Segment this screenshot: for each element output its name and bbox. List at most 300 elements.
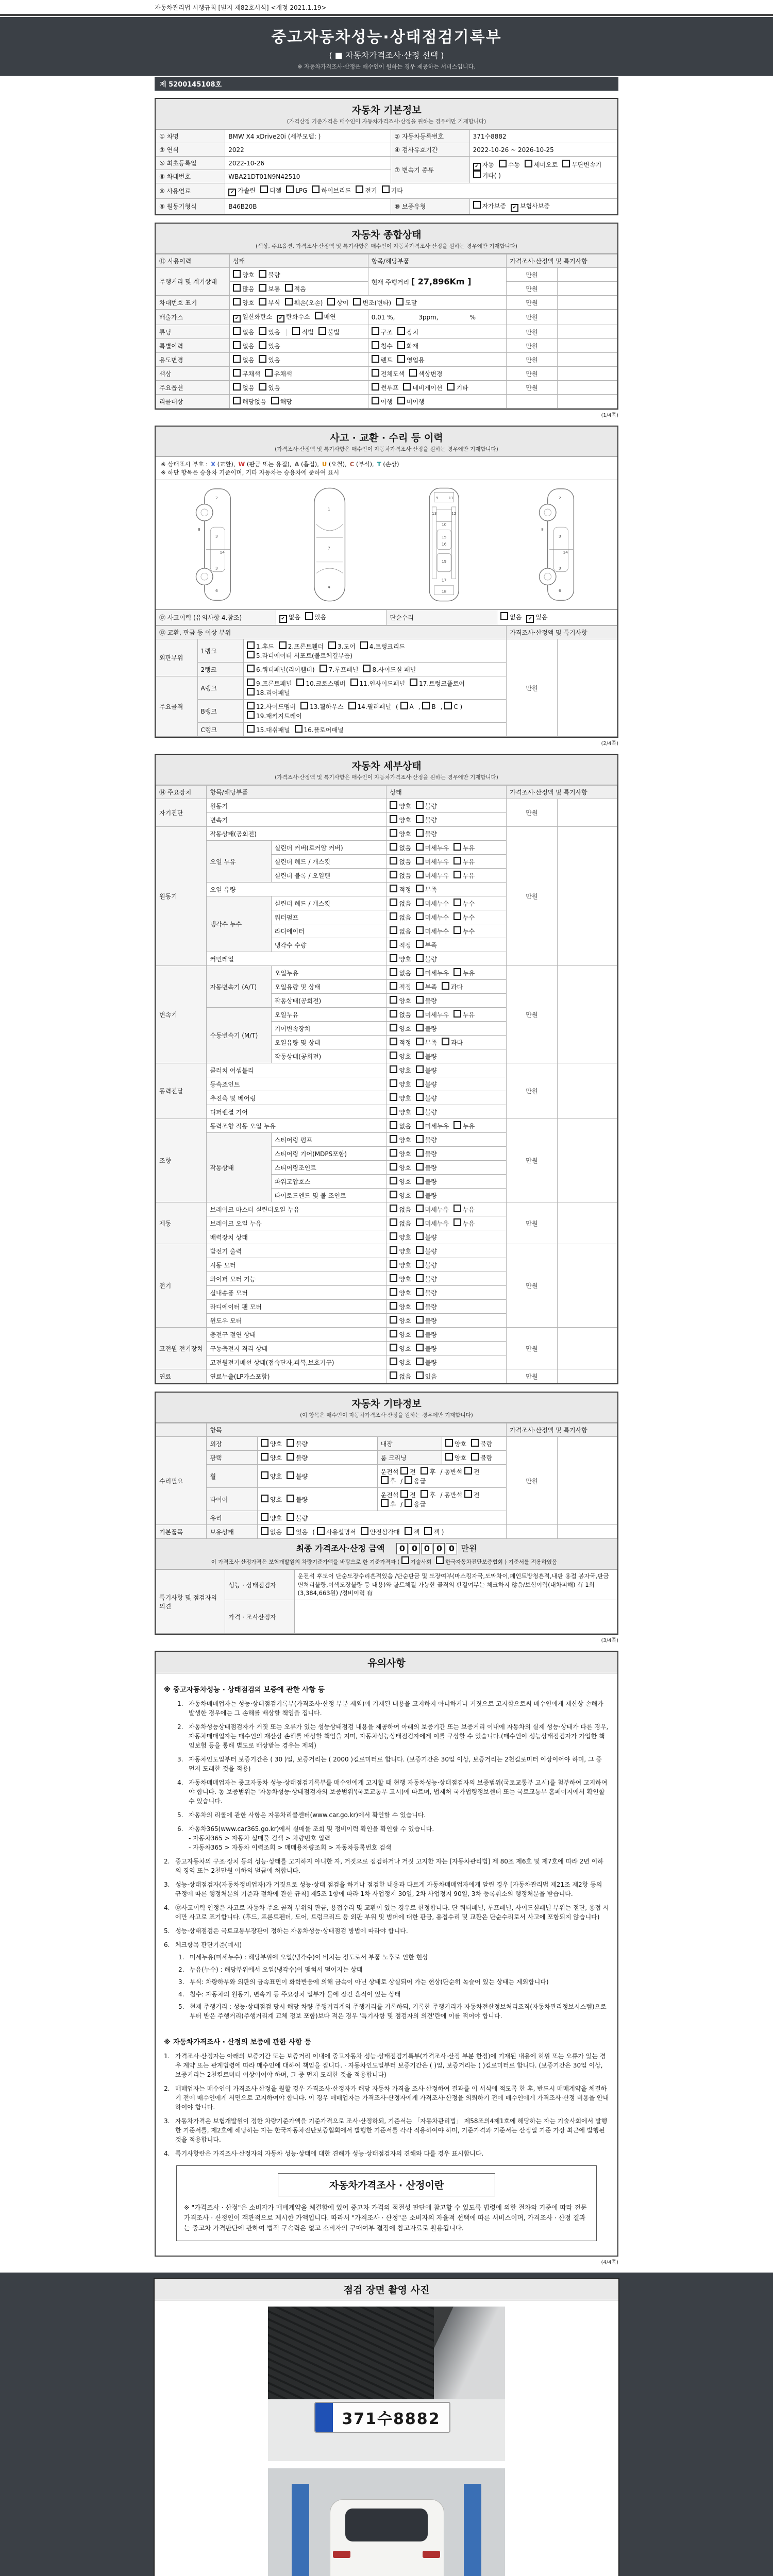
checkbox-한국자동차진단보증협회[interactable] (436, 1556, 444, 1564)
checkbox-불량[interactable] (416, 1191, 424, 1198)
checkbox-부식[interactable] (259, 298, 266, 306)
checkbox-불량[interactable] (416, 1288, 424, 1296)
plate-value: 371수8882 (469, 130, 617, 143)
checkbox-양호[interactable] (390, 1246, 397, 1254)
checkbox-불량[interactable] (287, 1495, 294, 1502)
checkbox-양호[interactable] (390, 1274, 397, 1282)
checkbox-양호[interactable] (390, 801, 397, 809)
checkbox-후[interactable] (381, 1499, 389, 1507)
checkbox-잭[interactable] (405, 1527, 412, 1535)
notice-title: 유의사항 (367, 1657, 406, 1669)
glass-label: 유리 (207, 1511, 257, 1525)
part-label: 스티어링 펌프 (271, 1133, 386, 1147)
checkbox-불량[interactable] (416, 1177, 424, 1184)
checkbox-없음[interactable] (390, 912, 397, 920)
checkbox-적음[interactable] (285, 284, 293, 292)
checkbox-부족[interactable] (416, 885, 424, 892)
checkbox-미세누유[interactable] (416, 1010, 424, 1018)
checkbox-있음[interactable] (259, 341, 266, 349)
checkbox-양호[interactable] (261, 1471, 268, 1479)
checkbox-후[interactable] (381, 1476, 389, 1484)
device-제동: 제동 (156, 1202, 207, 1244)
checkbox-불량[interactable] (416, 1024, 424, 1031)
checkbox-훼손(오손)[interactable] (285, 298, 293, 306)
repair-needed-label: 수리필요 (156, 1437, 207, 1525)
checkbox-부족[interactable] (416, 940, 424, 948)
option-이행: 이행 (372, 397, 393, 406)
checkbox-불량[interactable] (416, 1149, 424, 1157)
checkbox-해당없음[interactable] (233, 397, 241, 404)
option-양호: 양호 (445, 1453, 466, 1462)
checkbox-불량[interactable] (416, 1163, 424, 1171)
checkbox-있음[interactable]: ✔ (526, 615, 534, 623)
checkbox-양호[interactable] (390, 1330, 397, 1337)
part-label: 라디에이터 (271, 924, 386, 938)
checkbox-있음[interactable] (287, 1527, 294, 1535)
checkbox-세미오토[interactable] (525, 160, 532, 167)
device-원동기: 원동기 (156, 827, 207, 966)
checkbox-있음[interactable] (259, 327, 266, 335)
option-양호: 양호 (390, 996, 411, 1005)
checkbox-양호[interactable] (390, 1107, 397, 1115)
option-부족: 부족 (416, 885, 437, 894)
checkbox-자가보증[interactable] (473, 201, 481, 209)
checkbox-화재[interactable] (397, 341, 405, 349)
plate-number: 371수8882 (342, 2410, 441, 2429)
checkbox-없음[interactable] (390, 968, 397, 976)
checkbox-없음[interactable] (233, 355, 241, 363)
checkbox-없음[interactable]: ✔ (279, 615, 287, 623)
checkbox-장치[interactable] (397, 327, 405, 335)
checkbox-누수[interactable] (453, 899, 461, 906)
plate-label: ② 자동차등록번호 (391, 130, 469, 143)
checkbox-양호[interactable] (390, 954, 397, 962)
checkbox-있음[interactable] (305, 612, 313, 620)
checkbox-적정[interactable] (390, 982, 397, 990)
checkbox-누유[interactable] (453, 843, 461, 851)
checkbox-이행[interactable] (372, 397, 379, 404)
checkbox-C[interactable] (444, 702, 452, 709)
pricing-definition-box (176, 2165, 597, 2241)
checkbox-2.프론트휀더[interactable] (279, 641, 287, 649)
checkbox-누유[interactable] (453, 857, 461, 865)
checkbox-양호[interactable] (390, 1093, 397, 1101)
checkbox-적정[interactable] (390, 885, 397, 892)
checkbox-자동[interactable]: ✔ (473, 163, 481, 171)
checkbox-불량[interactable] (287, 1471, 294, 1479)
option-안전삼각대: 안전삼각대 (361, 1527, 400, 1536)
checkbox-잭[interactable] (424, 1527, 432, 1535)
checkbox-누수[interactable] (453, 912, 461, 920)
checkbox-양호[interactable] (390, 1191, 397, 1198)
checkbox-양호[interactable] (390, 1079, 397, 1087)
option-하이브리드: 하이브리드 (312, 185, 351, 195)
checkbox-일산화탄소[interactable]: ✔ (233, 315, 241, 323)
checkbox-양호[interactable] (390, 1163, 397, 1171)
checkbox-양호[interactable] (390, 1149, 397, 1157)
checkbox-불량[interactable] (416, 1232, 424, 1240)
appraiser-label: 가격 · 조사산정자 (225, 1600, 294, 1634)
checkbox-없음[interactable] (233, 327, 241, 335)
checkbox-양호[interactable] (233, 298, 241, 306)
col-state: 상태 (230, 255, 368, 268)
remark-cell (557, 1202, 617, 1244)
checkbox-불량[interactable] (416, 1260, 424, 1268)
checkbox-누유[interactable] (453, 1010, 461, 1018)
checkbox-불량[interactable] (416, 1107, 424, 1115)
checkbox-4.트렁크리드[interactable] (360, 641, 368, 649)
checkbox-있음[interactable] (259, 383, 266, 391)
checkbox-변조(변타)[interactable] (353, 298, 361, 306)
checkbox-디젤[interactable] (260, 185, 268, 193)
checkbox-양호[interactable] (390, 1288, 397, 1296)
state-options (386, 1049, 507, 1063)
checkbox-양호[interactable] (261, 1439, 268, 1447)
checkbox-불량[interactable] (416, 1246, 424, 1254)
checkbox-불량[interactable] (259, 270, 266, 278)
first-registration-label: ⑤ 최초등록일 (156, 157, 225, 170)
checkbox-불량[interactable] (416, 1093, 424, 1101)
option-불량: 불량 (287, 1439, 308, 1448)
state-options (386, 924, 507, 938)
glass-options (257, 1511, 506, 1525)
option-있음: 있음 (259, 327, 280, 336)
col-state: 상태 (386, 786, 507, 799)
checkbox-양호[interactable] (261, 1513, 268, 1521)
checkbox-누유[interactable] (453, 968, 461, 976)
checkbox-19.패키지트레이[interactable] (247, 711, 255, 719)
price-cell (507, 1525, 557, 1539)
checkbox-누유[interactable] (453, 1205, 461, 1212)
remark-cell (557, 799, 617, 827)
checkbox-없음[interactable] (390, 926, 397, 934)
checkbox-13.휠하우스[interactable] (300, 702, 308, 709)
remark-cell (557, 1063, 617, 1119)
checkbox-A[interactable] (400, 702, 408, 709)
checkbox-양호[interactable] (390, 1316, 397, 1324)
notice-subitem: 4. 침수: 자동차의 원동기, 변속기 등 주요장치 일부가 물에 잠긴 흔적이 있는 상태 (178, 1991, 401, 1998)
checkbox-불량[interactable] (287, 1513, 294, 1521)
checkbox-양호[interactable] (261, 1453, 268, 1461)
checkbox-불량[interactable] (416, 1344, 424, 1351)
checkbox-없음[interactable] (390, 1010, 397, 1018)
checkbox-양호[interactable] (390, 1024, 397, 1031)
checkbox-전기[interactable] (356, 185, 363, 193)
state-options (386, 1328, 507, 1342)
option-네비게이션: 네비게이션 (403, 383, 442, 392)
notice-item: 2. 매매업자는 매수인이 가격조사·산정을 원할 경우 가격조사·산정자가 해당 자동차 가격을 조사·산정하여 결과를 이 서식에 적도록 한 후, 반드시 매매계약을 체결하기 전에 매수인에게 서면으로 고지하여야 합니다. 이 경우 매매업자는 가격조사·산정자에게 가격조사·산정을 의뢰하기 전에 매수인에게 가격조사·산정 비용을 안내하여야 합니다. (164, 2085, 609, 2111)
checkbox-전[interactable] (400, 1467, 408, 1475)
remark-cell (557, 395, 617, 409)
checkbox-18.리어패널[interactable] (247, 688, 255, 696)
device-연료: 연료 (156, 1369, 207, 1383)
checkbox-기타[interactable] (447, 383, 455, 391)
mileage-amount-options (230, 282, 368, 296)
checkbox-16.플로어패널[interactable] (295, 725, 303, 733)
checkbox-기술사회[interactable] (401, 1556, 409, 1564)
checkbox-9.프론트패널[interactable] (247, 679, 255, 686)
checkbox-불량[interactable] (287, 1453, 294, 1461)
regulation-note: 자동차관리법 시행규칙 [별지 제82호서식] <개정 2021.1.19> (155, 4, 327, 11)
checkbox-적정[interactable] (390, 940, 397, 948)
checkbox-네비게이션[interactable] (403, 383, 411, 391)
checkbox-6.쿼터패널(리어휀더)[interactable] (247, 665, 255, 672)
checkbox-누유[interactable] (453, 1218, 461, 1226)
checkbox-무채색[interactable] (233, 369, 241, 377)
part-label: 오일누유 (271, 966, 386, 980)
checkbox-미세누수[interactable] (416, 912, 424, 920)
checkbox-불량[interactable] (416, 1135, 424, 1143)
checkbox-미세누유[interactable] (416, 1218, 424, 1226)
checkbox-미세누유[interactable] (416, 1121, 424, 1129)
price-digit: 0 (433, 1543, 445, 1554)
checkbox-불량[interactable] (416, 1302, 424, 1310)
option-미세누유: 미세누유 (416, 1205, 449, 1214)
checkbox-3.도어[interactable] (328, 641, 336, 649)
checkbox-8.사이드실 패널[interactable] (363, 665, 371, 672)
checkbox-미세누유[interactable] (416, 857, 424, 865)
checkbox-미이행[interactable] (397, 397, 405, 404)
checkbox-없음[interactable] (233, 341, 241, 349)
checkbox-누유[interactable] (453, 1121, 461, 1129)
checkbox-양호[interactable] (390, 1344, 397, 1351)
option-양호: 양호 (261, 1495, 282, 1504)
checkbox-적법[interactable] (292, 327, 300, 335)
checkbox-매연[interactable] (315, 312, 323, 319)
checkbox-부족[interactable] (416, 1038, 424, 1045)
legend-note: ※ 하단 항목은 승용차 기준이며, 기타 자동차는 승용차에 준하여 표시 (161, 469, 340, 476)
checkbox-불량[interactable] (416, 1079, 424, 1087)
checkbox-불량[interactable] (416, 1316, 424, 1324)
option-미세누유: 미세누유 (416, 871, 449, 880)
checkbox-탄화수소[interactable]: ✔ (277, 315, 284, 323)
checkbox-상이[interactable] (327, 298, 335, 306)
vin-mark-label: 차대번호 표기 (156, 296, 230, 310)
checkbox-양호[interactable] (445, 1439, 453, 1447)
option-불량: 불량 (416, 1065, 437, 1075)
checkbox-없음[interactable] (500, 612, 508, 620)
option-2.프론트휀더: 2.프론트휀더 (279, 641, 324, 651)
rank1-label: 1랭크 (197, 639, 244, 663)
price-cell: 만원 (507, 296, 557, 310)
checkbox-불량[interactable] (416, 954, 424, 962)
checkbox-불량[interactable] (416, 1065, 424, 1073)
checkbox-영업용[interactable] (397, 355, 405, 363)
checkbox-양호[interactable] (390, 1260, 397, 1268)
option-없음: 없음 (390, 926, 411, 936)
option-17.트렁크플로어: 17.트렁크플로어 (410, 679, 465, 688)
checkbox-1.후드[interactable] (247, 641, 255, 649)
option-미세누유: 미세누유 (416, 1218, 449, 1228)
checkbox-과다[interactable] (442, 1038, 449, 1045)
option-양호: 양호 (261, 1453, 282, 1462)
basic-info-subtitle: (가격산정 기준가격은 매수인이 자동차가격조사·산정을 원하는 경우에만 기재합니다) (287, 118, 486, 125)
svg-text:3: 3 (215, 534, 218, 539)
svg-text:18: 18 (441, 589, 447, 594)
checkbox-도말[interactable] (396, 298, 404, 306)
car-diagram-side-left (176, 485, 254, 604)
checkbox-구조[interactable] (372, 327, 379, 335)
checkbox-불량[interactable] (416, 996, 424, 1004)
wheel-detail-options (377, 1465, 507, 1488)
option-미세누수: 미세누수 (416, 926, 449, 936)
option-미세누유: 미세누유 (416, 968, 449, 977)
option-부식: 부식 (259, 298, 280, 307)
checkbox-무단변속기[interactable] (562, 160, 570, 167)
checkbox-과다[interactable] (442, 982, 449, 990)
checkbox-없음[interactable] (390, 843, 397, 851)
checkbox-보험사보증[interactable]: ✔ (511, 204, 518, 212)
checkbox-미세누유[interactable] (416, 1205, 424, 1212)
checkbox-없음[interactable] (390, 1205, 397, 1212)
checkbox-양호[interactable] (390, 1232, 397, 1240)
checkbox-안전삼각대[interactable] (361, 1527, 368, 1535)
checkbox-누수[interactable] (453, 926, 461, 934)
option-보험사보증: ✔ 보험사보증 (511, 201, 550, 212)
option-불량: 불량 (471, 1453, 492, 1462)
checkbox-전[interactable] (464, 1467, 472, 1475)
checkbox-전[interactable] (464, 1490, 472, 1498)
checkbox-없음[interactable] (390, 1218, 397, 1226)
checkbox-부족[interactable] (416, 982, 424, 990)
part-label: 냉각수 수량 (271, 938, 386, 952)
price-cell (507, 395, 557, 409)
current-mileage-label: 현재 주행거리 (371, 279, 410, 286)
checkbox-없음[interactable] (261, 1527, 268, 1535)
checkbox-양호[interactable] (390, 829, 397, 837)
checkbox-양호[interactable] (390, 1065, 397, 1073)
checkbox-보통[interactable] (259, 284, 266, 292)
checkbox-없음[interactable] (390, 1371, 397, 1379)
checkbox-불량[interactable] (416, 1330, 424, 1337)
checkbox-미세누유[interactable] (416, 871, 424, 878)
checkbox-불법[interactable] (318, 327, 326, 335)
checkbox-썬루프[interactable] (372, 383, 379, 391)
checkbox-양호[interactable] (390, 1358, 397, 1365)
checkbox-12.사이드멤버[interactable] (247, 702, 255, 709)
checkbox-양호[interactable] (390, 815, 397, 823)
checkbox-미세누수[interactable] (416, 926, 424, 934)
checkbox-7.루프패널[interactable] (320, 665, 327, 672)
state-options (386, 1161, 507, 1175)
checkbox-10.크로스멤버[interactable] (296, 679, 304, 686)
option-전: / 동반석 전 (440, 1467, 479, 1476)
checkbox-없음[interactable] (390, 899, 397, 906)
option-전체도색: 전체도색 (372, 369, 405, 378)
wheel-options (257, 1465, 377, 1488)
checkbox-LPG[interactable] (286, 185, 294, 193)
option-불량: 불량 (416, 1260, 437, 1269)
document-number: 제 5200145108호 (155, 77, 618, 91)
interior-options (442, 1437, 506, 1451)
checkbox-수동[interactable] (499, 160, 507, 167)
checkbox-불량[interactable] (416, 1052, 424, 1059)
checkbox-사용설명서[interactable] (317, 1527, 325, 1535)
option-도말: 도말 (396, 298, 417, 307)
svg-text:14: 14 (563, 550, 568, 555)
option-없음: 없음 (390, 912, 411, 922)
checkbox-불량[interactable] (416, 1274, 424, 1282)
checkbox-있음[interactable] (259, 355, 266, 363)
checkbox-양호[interactable] (390, 1135, 397, 1143)
option-양호: 양호 (390, 1288, 411, 1297)
option-전기: 전기 (356, 185, 377, 195)
tuning-target-options (368, 325, 507, 339)
checkbox-불량[interactable] (471, 1453, 479, 1461)
checkbox-많음[interactable] (233, 284, 241, 292)
checkbox-없음[interactable] (390, 857, 397, 865)
remark-cell (557, 1525, 617, 1539)
checkbox-없음[interactable] (390, 1121, 397, 1129)
checkbox-양호[interactable] (445, 1453, 453, 1461)
checkbox-기타( )[interactable] (473, 171, 481, 178)
checkbox-14.필러패널[interactable] (348, 702, 356, 709)
checkbox-불량[interactable] (416, 1358, 424, 1365)
option-없음: ✔ 없음 (279, 613, 300, 623)
final-price-band (156, 1539, 617, 1569)
checkbox-양호[interactable] (233, 270, 241, 278)
checkbox-양호[interactable] (390, 1177, 397, 1184)
part-label: 기어변속장치 (271, 1022, 386, 1036)
option-훼손(오손): 훼손(오손) (285, 298, 323, 307)
checkbox-응급[interactable] (405, 1476, 412, 1484)
checkbox-유채색[interactable] (265, 369, 273, 377)
option-불량: 불량 (287, 1471, 308, 1481)
checkbox-응급[interactable] (405, 1499, 412, 1507)
checkbox-미세누유[interactable] (416, 968, 424, 976)
checkbox-불량[interactable] (416, 829, 424, 837)
checkbox-전체도색[interactable] (372, 369, 379, 377)
checkbox-불량[interactable] (471, 1439, 479, 1447)
checkbox-양호[interactable] (261, 1495, 268, 1502)
checkbox-B[interactable] (422, 702, 430, 709)
checkbox-없음[interactable] (390, 871, 397, 878)
checkbox-렌트[interactable] (372, 355, 379, 363)
checkbox-미세누유[interactable] (416, 843, 424, 851)
option-LPG: LPG (286, 185, 307, 194)
checkbox-양호[interactable] (390, 1302, 397, 1310)
checkbox-17.트렁크플로어[interactable] (410, 679, 417, 686)
checkbox-색상변경[interactable] (409, 369, 417, 377)
checkbox-해당[interactable] (271, 397, 279, 404)
checkbox-불량[interactable] (287, 1439, 294, 1447)
checkbox-적정[interactable] (390, 1038, 397, 1045)
col-item-part: 항목/해당부품 (207, 786, 386, 799)
checkbox-없음[interactable] (233, 383, 241, 391)
checkbox-15.대쉬패널[interactable] (247, 725, 255, 733)
checkbox-침수[interactable] (372, 341, 379, 349)
checkbox-하이브리드[interactable] (312, 185, 320, 193)
checkbox-11.인사이드패널[interactable] (350, 679, 358, 686)
checkbox-불량[interactable] (416, 815, 424, 823)
checkbox-기타[interactable] (382, 185, 390, 193)
checkbox-있음[interactable] (416, 1371, 424, 1379)
checkbox-전[interactable] (400, 1490, 408, 1498)
checkbox-후[interactable] (421, 1490, 428, 1498)
item-label: 라디에이터 팬 모터 (207, 1300, 386, 1314)
checkbox-후[interactable] (421, 1467, 428, 1475)
state-options (386, 869, 507, 883)
mileage-state-options (230, 268, 368, 282)
checkbox-불량[interactable] (416, 801, 424, 809)
car-diagram-side-right (519, 485, 597, 604)
checkbox-미세누수[interactable] (416, 899, 424, 906)
checkbox-5.라디에이터 서포트(볼트체결부품)[interactable] (247, 651, 255, 658)
checkbox-누유[interactable] (453, 871, 461, 878)
checkbox-양호[interactable] (390, 1052, 397, 1059)
checkbox-가솔린[interactable]: ✔ (228, 189, 236, 196)
checkbox-양호[interactable] (390, 996, 397, 1004)
